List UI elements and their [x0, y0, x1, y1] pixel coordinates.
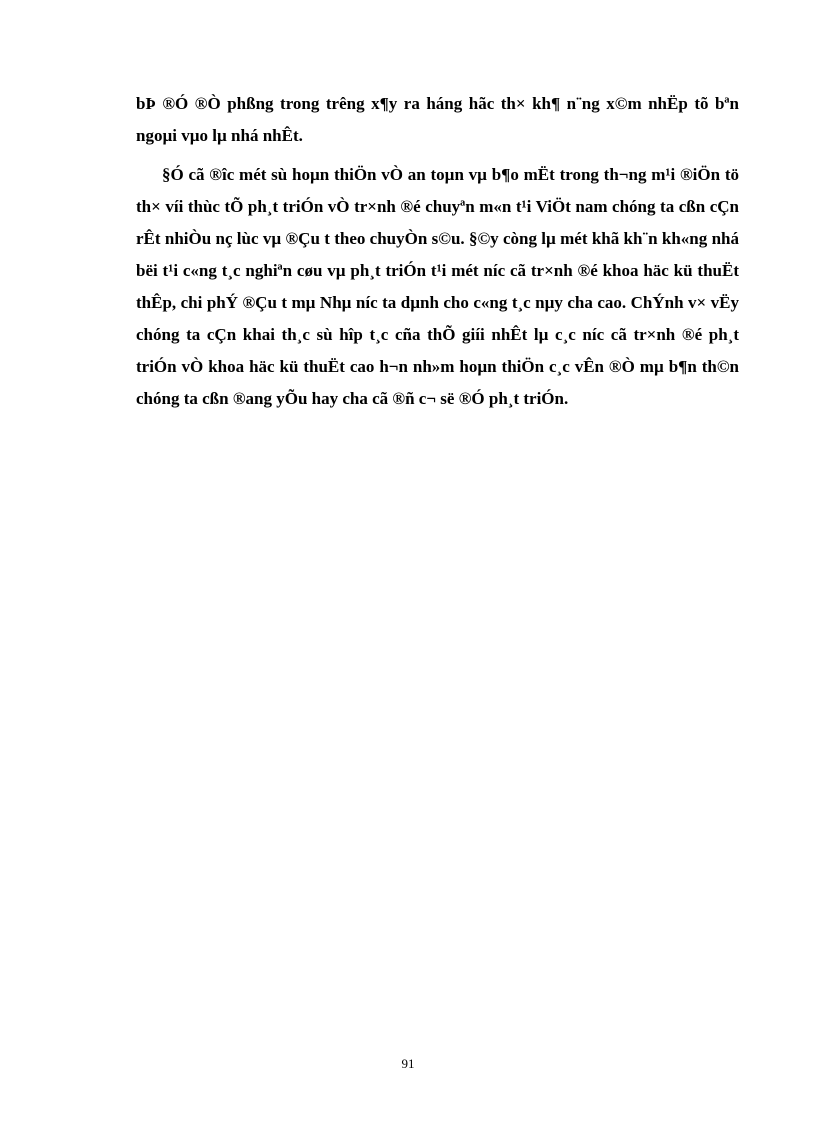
paragraph-continuation: bÞ ®Ó ®Ò phßng trong trêng x¶y ra háng hãc th× kh¶ n¨ng x©m nhËp tõ bªn ngoµi vµo lµ nhá nhÊt. — [136, 94, 739, 145]
paragraph-main: §Ó cã ®îc mét sù hoµn thiÖn vÒ an toµn vµ b¶o mËt trong th¬ng m¹i ®iÖn tö th× víi thùc tÕ ph¸t triÓn vÒ tr×nh ®é chuyªn m«n t¹i ViÖt nam chóng ta cßn cÇn rÊt nhiÒu nç lùc vµ ®Çu t theo chuyÒn s©u. §©y còng lµ mét khã kh¨n kh«ng nhá bëi t¹i c«ng t¸c nghiªn cøu vµ ph¸t triÓn t¹i mét níc cã tr×nh ®é khoa häc kü thuËt thÊp, chi phÝ ®Çu t mµ Nhµ níc ta dµnh cho c«ng t¸c nµy cha cao. ChÝnh v× vËy chóng ta cÇn khai th¸c sù hîp t¸c cña thÕ giíi nhÊt lµ c¸c níc cã tr×nh ®é ph¸t triÓn vÒ khoa häc kü thuËt cao h¬n nh»m hoµn thiÖn c¸c vÊn ®Ò mµ b¶n th©n chóng ta cßn ®ang yÕu hay cha cã ®ñ c¬ së ®Ó ph¸t triÓn. — [136, 165, 739, 408]
page-number: 91 — [401, 1056, 415, 1071]
body-text — [136, 88, 739, 415]
